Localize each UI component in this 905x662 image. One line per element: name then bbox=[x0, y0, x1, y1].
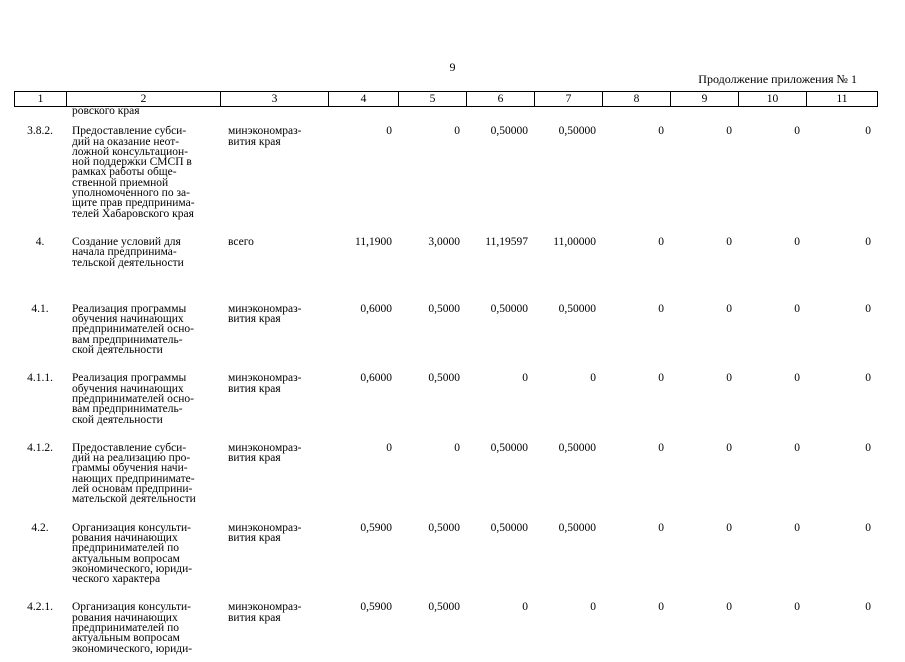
value-col-4: 0,6000 bbox=[360, 372, 392, 385]
row-executor: минэкономраз- вития края bbox=[228, 521, 302, 544]
row-name: Создание условий для начала предпринима- тельской деятельности bbox=[72, 235, 184, 269]
value-col-10: 0 bbox=[794, 302, 800, 315]
row-executor: минэкономраз- вития края bbox=[228, 441, 302, 465]
column-header-3: 3 bbox=[221, 92, 329, 107]
column-header-5: 5 bbox=[399, 92, 467, 107]
column-header-8: 8 bbox=[603, 92, 671, 107]
value-col-10: 0 bbox=[794, 521, 800, 534]
value-col-9: 0 bbox=[726, 125, 732, 138]
value-col-5: 0,5000 bbox=[428, 601, 460, 614]
value-col-4: 0,6000 bbox=[360, 302, 392, 315]
value-col-6: 0,50000 bbox=[490, 441, 528, 454]
column-header-7: 7 bbox=[535, 92, 603, 107]
column-header-11: 11 bbox=[807, 92, 878, 107]
value-col-9: 0 bbox=[726, 235, 732, 248]
value-col-4: 0,5900 bbox=[360, 521, 392, 534]
column-header-table bbox=[14, 91, 878, 107]
value-col-5: 0 bbox=[454, 125, 460, 138]
value-col-9: 0 bbox=[726, 441, 732, 454]
value-col-4: 11,1900 bbox=[355, 235, 392, 248]
table-row bbox=[14, 363, 877, 432]
table-row bbox=[14, 433, 877, 513]
value-col-4: 0 bbox=[386, 441, 392, 454]
program-table bbox=[14, 106, 877, 662]
value-col-6: 0 bbox=[522, 601, 528, 614]
value-col-7: 0,50000 bbox=[558, 125, 596, 138]
row-executor: минэкономраз- вития края bbox=[228, 601, 302, 624]
value-col-7: 0,50000 bbox=[558, 302, 596, 315]
value-col-6: 0,50000 bbox=[490, 125, 528, 138]
column-header-row bbox=[15, 92, 878, 107]
value-col-9: 0 bbox=[726, 521, 732, 534]
value-col-8: 0 bbox=[658, 601, 664, 614]
table-row bbox=[14, 227, 877, 276]
table-row bbox=[14, 513, 877, 593]
value-col-8: 0 bbox=[658, 125, 664, 138]
row-executor: минэкономраз- вития края bbox=[228, 302, 302, 326]
row-number: 4.2. bbox=[31, 521, 49, 534]
value-col-11: 0 bbox=[865, 125, 871, 138]
value-col-10: 0 bbox=[794, 235, 800, 248]
carryover-text: ровского края bbox=[72, 105, 140, 117]
value-col-7: 0,50000 bbox=[558, 521, 596, 534]
row-spacer bbox=[14, 276, 877, 294]
value-col-5: 0,5000 bbox=[428, 521, 460, 534]
table-row bbox=[14, 116, 877, 227]
column-header-2: 2 bbox=[67, 92, 221, 107]
row-executor: минэкономраз- вития края bbox=[228, 125, 302, 148]
value-col-5: 3,0000 bbox=[428, 235, 460, 248]
value-col-11: 0 bbox=[865, 601, 871, 614]
row-number: 4. bbox=[35, 235, 45, 248]
value-col-7: 0,50000 bbox=[558, 441, 596, 454]
value-col-9: 0 bbox=[726, 601, 732, 614]
value-col-6: 11,19597 bbox=[485, 235, 528, 248]
column-header-10: 10 bbox=[739, 92, 807, 107]
row-name: Предоставление субси- дий на оказание неот- ложной консультацион- ной поддержки СМСП в рамках работы обще- ственной приемной уполномоченного по за- щите прав предпринима- телей Хабаровского края bbox=[72, 125, 195, 220]
value-col-10: 0 bbox=[794, 601, 800, 614]
value-col-6: 0 bbox=[522, 372, 528, 385]
value-col-11: 0 bbox=[865, 441, 871, 454]
value-col-7: 0 bbox=[590, 601, 596, 614]
row-name: Реализация программы обучения начинающих предпринимателей осно- вам предприниматель- ской деятельности bbox=[72, 372, 194, 426]
value-col-5: 0,5000 bbox=[428, 372, 460, 385]
row-name: Организация консульти- рования начинающих предпринимателей по актуальным вопросам экономического, юриди- ческого характера bbox=[72, 521, 193, 586]
continuation-label: Продолжение приложения № 1 bbox=[698, 72, 857, 86]
value-col-11: 0 bbox=[865, 372, 871, 385]
column-header-9: 9 bbox=[671, 92, 739, 107]
value-col-10: 0 bbox=[794, 441, 800, 454]
row-number: 4.1. bbox=[31, 302, 49, 315]
value-col-10: 0 bbox=[794, 372, 800, 385]
value-col-5: 0 bbox=[454, 441, 460, 454]
value-col-10: 0 bbox=[794, 125, 800, 138]
value-col-4: 0 bbox=[386, 125, 392, 138]
column-header-4: 4 bbox=[329, 92, 399, 107]
row-number: 3.8.2. bbox=[27, 125, 53, 138]
value-col-8: 0 bbox=[658, 521, 664, 534]
value-col-6: 0,50000 bbox=[490, 302, 528, 315]
value-col-6: 0,50000 bbox=[490, 521, 528, 534]
column-header-1: 1 bbox=[15, 92, 67, 107]
value-col-9: 0 bbox=[726, 372, 732, 385]
row-executor: минэкономраз- вития края bbox=[228, 372, 302, 395]
value-col-8: 0 bbox=[658, 302, 664, 315]
value-col-11: 0 bbox=[865, 521, 871, 534]
value-col-8: 0 bbox=[658, 441, 664, 454]
row-name: Реализация программы обучения начинающих предпринимателей осно- вам предприниматель- ской деятельности bbox=[72, 302, 194, 357]
value-col-7: 0 bbox=[590, 372, 596, 385]
value-col-8: 0 bbox=[658, 372, 664, 385]
value-col-8: 0 bbox=[658, 235, 664, 248]
value-col-11: 0 bbox=[865, 235, 871, 248]
value-col-7: 11,00000 bbox=[553, 235, 596, 248]
carryover-row bbox=[14, 106, 877, 116]
table-row bbox=[14, 592, 877, 661]
table-row bbox=[14, 294, 877, 363]
row-number: 4.1.2. bbox=[27, 441, 53, 454]
row-number: 4.2.1. bbox=[27, 601, 53, 614]
value-col-5: 0,5000 bbox=[428, 302, 460, 315]
value-col-4: 0,5900 bbox=[360, 601, 392, 614]
row-number: 4.1.1. bbox=[27, 372, 53, 385]
page-number: 9 bbox=[449, 60, 456, 74]
column-header-6: 6 bbox=[467, 92, 535, 107]
row-name: Предоставление субси- дий на реализацию про- граммы обучения начи- нающих предпринимате- лей основам предприни- мательской деятельности bbox=[72, 441, 196, 506]
row-executor: всего bbox=[228, 235, 254, 248]
value-col-9: 0 bbox=[726, 302, 732, 315]
row-name: Организация консульти- рования начинающих предпринимателей по актуальным вопросам экономического, юриди- bbox=[72, 601, 193, 655]
value-col-11: 0 bbox=[865, 302, 871, 315]
